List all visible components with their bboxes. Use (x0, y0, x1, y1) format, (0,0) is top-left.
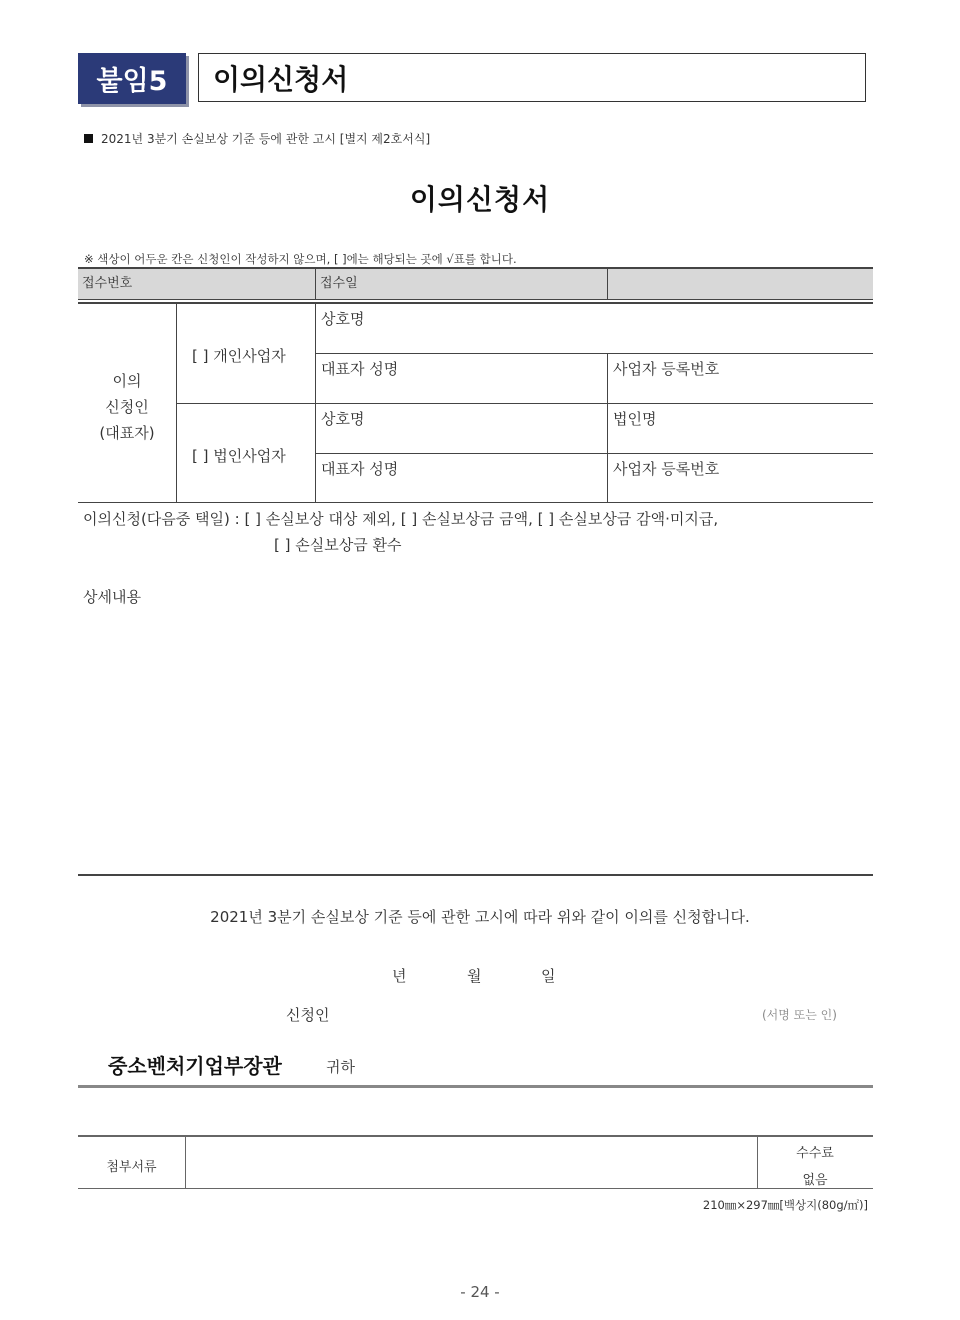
corporate-reg-no-label: 사업자 등록번호 (613, 460, 720, 478)
recipient-suffix: 귀하 (326, 1058, 355, 1076)
objection-type-line2[interactable]: [ ] 손실보상금 환수 (274, 536, 402, 554)
corporate-business-option[interactable]: [ ] 법인사업자 (192, 447, 286, 465)
receipt-row (78, 268, 873, 299)
fee-label: 수수료 (796, 1146, 834, 1161)
fee-value: 없음 (802, 1173, 828, 1188)
details-label: 상세내용 (83, 588, 141, 606)
applicant-label-line1: 이의 (112, 372, 142, 390)
applicant-sign-label: 신청인 (286, 1006, 330, 1024)
individual-rep-name-label: 대표자 성명 (321, 360, 399, 378)
square-bullet-icon (84, 134, 93, 143)
recipient-name: 중소벤처기업부장관 (108, 1054, 282, 1078)
form-title: 이의신청서 (409, 183, 551, 216)
objection-type-line1[interactable]: 이의신청(다음중 택일) : [ ] 손실보상 대상 제외, [ ] 손실보상금 금액, [ ] 손실보상금 감액·미지급, (83, 510, 719, 528)
header-title: 이의신청서 (198, 53, 866, 102)
individual-reg-no-label: 사업자 등록번호 (613, 360, 720, 378)
page-number: - 24 - (460, 1283, 500, 1301)
corporate-rep-name-label: 대표자 성명 (321, 460, 399, 478)
details-input-area[interactable] (78, 612, 873, 872)
date-month-label: 월 (467, 967, 482, 985)
corporate-name-label: 법인명 (613, 410, 657, 428)
applicant-label-line2: 신청인 (105, 398, 149, 416)
applicant-label (78, 368, 176, 446)
notice-text: 2021년 3분기 손실보상 기준 등에 관한 고시 [별지 제2호서식] (101, 132, 431, 146)
declaration-text: 2021년 3분기 손실보상 기준 등에 관한 고시에 따라 위와 같이 이의를 신청합니다. (210, 908, 750, 926)
corporate-business-name-label: 상호명 (321, 410, 365, 428)
form-note: ※ 색상이 어두운 칸은 신청인이 작성하지 않으며, [ ]에는 해당되는 곳에 √표를 합니다. (84, 252, 517, 266)
sign-hint: (서명 또는 인) (762, 1008, 837, 1022)
receipt-date-label: 접수일 (320, 276, 358, 291)
individual-business-name-label: 상호명 (321, 310, 365, 328)
individual-business-option[interactable]: [ ] 개인사업자 (192, 347, 286, 365)
attachments-input[interactable] (186, 1137, 756, 1187)
receipt-number-label: 접수번호 (82, 276, 133, 291)
attachments-label: 첨부서류 (106, 1160, 157, 1175)
attachment-tag: 붙임5 (78, 53, 186, 104)
date-year-label: 년 (392, 967, 407, 985)
date-day-label: 일 (541, 967, 556, 985)
paper-spec: 210㎜×297㎜[백상지(80g/㎡)] (702, 1198, 868, 1212)
form-notice (84, 130, 430, 147)
applicant-label-line3: (대표자) (99, 424, 155, 442)
